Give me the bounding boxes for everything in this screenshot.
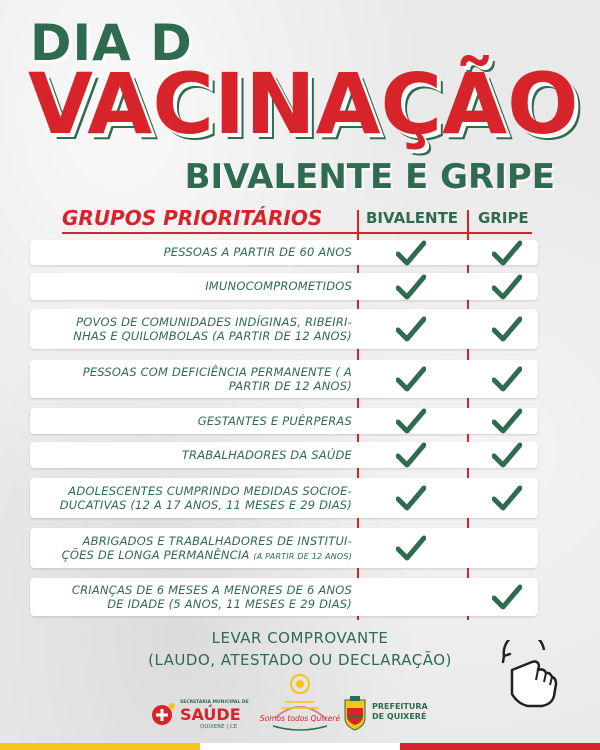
group-label — [30, 240, 352, 265]
table-row — [30, 478, 538, 518]
bottom-bar-red — [400, 743, 600, 750]
header-grupos-prioritarios: GRUPOS PRIORITÁRIOS — [62, 206, 323, 230]
header-bivalente: BIVALENTE — [366, 209, 459, 227]
secretaria-saude-logo — [148, 694, 258, 736]
group-label — [30, 360, 352, 398]
footer-documentos: (LAUDO, ATESTADO OU DECLARAÇÃO) — [148, 651, 452, 669]
group-label — [30, 528, 352, 568]
group-label — [30, 408, 352, 434]
group-label — [30, 273, 352, 300]
table-row — [30, 528, 538, 568]
bivalente-check-icon — [396, 274, 426, 300]
gripe-check-icon — [492, 366, 522, 392]
table-row — [30, 442, 538, 468]
somos-todos-quixere-text: Somos todos Quixeré — [259, 714, 341, 723]
group-label — [30, 478, 352, 518]
header-divider — [62, 232, 532, 234]
table-row — [30, 408, 538, 434]
group-label-line1: PESSOAS A PARTIR DE 60 ANOS — [163, 245, 352, 260]
bottom-color-bar — [0, 743, 600, 750]
saude-logo-top: SECRETARIA MUNICIPAL DE — [180, 700, 249, 705]
table-row — [30, 360, 538, 398]
group-label-line1: ABRIGADOS E TRABALHADORES DE INSTITUI- — [82, 533, 352, 548]
group-label-note: (A PARTIR DE 12 ANOS) — [253, 552, 352, 561]
group-label-line1: IMUNOCOMPROMETIDOS — [205, 279, 352, 294]
bottom-bar-yellow — [0, 743, 200, 750]
bivalente-check-icon — [396, 316, 426, 342]
gripe-check-icon — [492, 240, 522, 266]
group-label-line2 — [72, 597, 352, 611]
group-label-line2 — [73, 329, 352, 343]
title-vacinacao: VACINAÇÃO — [28, 55, 579, 153]
pointing-hand-icon — [498, 640, 560, 708]
group-label-line2-text: DE IDADE (5 ANOS, 11 MESES E 29 DIAS) — [107, 597, 352, 611]
gripe-check-icon — [492, 408, 522, 434]
saude-logo-main: SAÚDE — [180, 705, 241, 724]
gripe-check-icon — [492, 442, 522, 468]
footer-comprovante: LEVAR COMPROVANTE — [211, 629, 389, 647]
title-dia-d: DIA D — [30, 14, 193, 72]
gripe-check-icon — [492, 316, 522, 342]
group-label-line2 — [62, 548, 352, 562]
title-bivalente-gripe: BIVALENTE E GRIPE — [184, 157, 555, 197]
bivalente-check-icon — [396, 240, 426, 266]
bivalente-check-icon — [396, 485, 426, 511]
group-label-line2-text: DUCATIVAS (12 A 17 ANOS, 11 MESES E 29 DIAS) — [59, 498, 352, 512]
bivalente-check-icon — [396, 408, 426, 434]
header-gripe: GRIPE — [478, 209, 529, 227]
group-label-line2-text: NHAS E QUILOMBOLAS (A PARTIR DE 12 ANOS) — [73, 329, 352, 343]
gripe-check-icon — [492, 274, 522, 300]
group-label-line1: CRIANÇAS DE 6 MESES A MENORES DE 6 ANOS — [71, 582, 352, 597]
table-row — [30, 578, 538, 616]
prefeitura-quixere-logo — [340, 694, 450, 736]
group-label — [30, 442, 352, 468]
somos-todos-quixere-logo — [255, 672, 345, 736]
group-label-line1: TRABALHADORES DA SAÚDE — [181, 447, 352, 462]
bivalente-check-icon — [396, 535, 426, 561]
group-label-line2 — [60, 498, 352, 512]
bivalente-check-icon — [396, 442, 426, 468]
group-label-line1: POVOS DE COMUNIDADES INDÍGINAS, RIBEIRI- — [76, 314, 352, 329]
group-label-line2-text: ÇÕES DE LONGA PERMANÊNCIA — [61, 548, 250, 562]
table-row — [30, 309, 538, 349]
table-row — [30, 240, 538, 265]
table-row — [30, 273, 538, 300]
group-label-line1: ADOLESCENTES CUMPRINDO MEDIDAS SOCIOE- — [68, 483, 352, 498]
saude-logo-bottom: QUIXERÉ | CE — [200, 724, 238, 730]
gripe-check-icon — [492, 584, 522, 610]
group-label-line1: GESTANTES E PUÉRPERAS — [197, 413, 352, 428]
group-label-line1: PESSOAS COM DEFICIÊNCIA PERMANENTE ( A — [82, 364, 352, 379]
group-label-line2 — [83, 379, 352, 393]
prefeitura-line1: PREFEITURA — [372, 702, 428, 711]
gripe-check-icon — [492, 485, 522, 511]
group-label-line2-text: PARTIR DE 12 ANOS) — [228, 379, 352, 393]
prefeitura-line2: DE QUIXERÉ — [372, 712, 427, 721]
group-label — [30, 309, 352, 349]
bottom-bar-white — [200, 743, 400, 750]
bivalente-check-icon — [396, 366, 426, 392]
group-label — [30, 578, 352, 616]
